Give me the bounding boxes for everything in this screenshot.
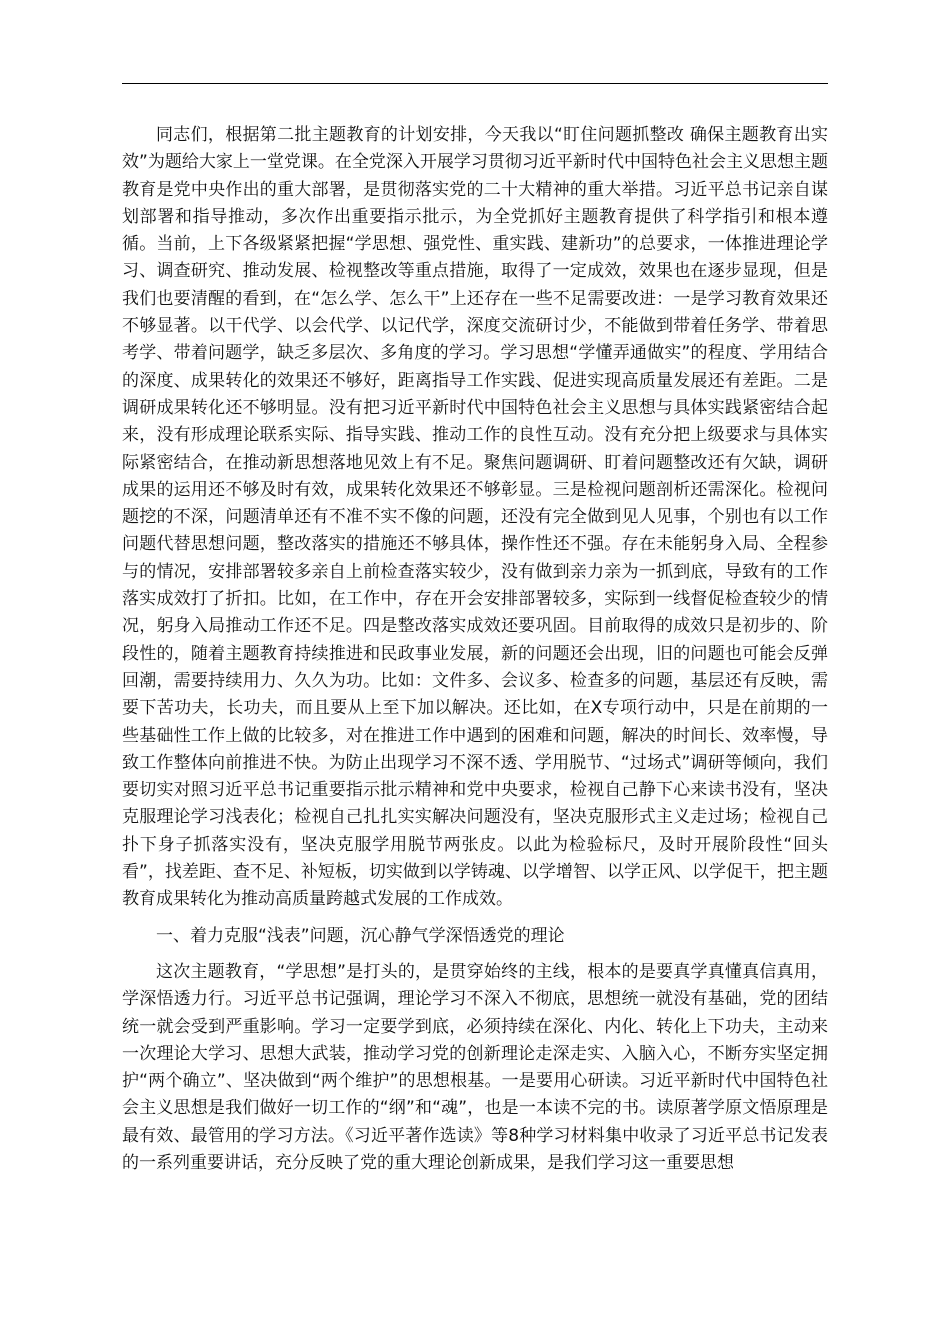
- section-paragraph: 这次主题教育，“学思想”是打头的，是贯穿始终的主线，根本的是要真学真懂真信真用，学深悟透力行。习近平总书记强调，理论学习不深入不彻底，思想统一就没有基础，党的团结统一就会受到严重影响。学习一定要学到底，必须持续在深化、内化、转化上下功夫，主动来一次理论大学习、思想大武装，推动学习党的创新理论走深走实、入脑入心，不断夯实坚定拥护“两个确立”、坚决做到“两个维护”的思想根基。一是要用心研读。习近平新时代中国特色社会主义思想是我们做好一切工作的“纲”和“魂”，也是一本读不完的书。读原著学原文悟原理是最有效、最管用的学习方法。《习近平著作选读》等8种学习材料集中收录了习近平总书记发表的一系列重要讲话，充分反映了党的重大理论创新成果，是我们学习这一重要思想: [122, 961, 828, 1173]
- header-rule: [122, 83, 828, 84]
- section-heading: 一、着力克服“浅表”问题，沉心静气学深悟透党的理论: [156, 925, 565, 946]
- intro-paragraph: 同志们，根据第二批主题教育的计划安排，今天我以“盯住问题抓整改 确保主题教育出实效”为题给大家上一堂党课。在全党深入开展学习贯彻习近平新时代中国特色社会主义思想主题教育是党中央作出的重大部署，是贯彻落实党的二十大精神的重大举措。习近平总书记亲自谋划部署和指导推动，多次作出重要指示批示，为全党抓好主题教育提供了科学指引和根本遵循。当前，上下各级紧紧把握“学思想、强党性、重实践、建新功”的总要求，一体推进理论学习、调查研究、推动发展、检视整改等重点措施，取得了一定成效，效果也在逐步显现，但是我们也要清醒的看到，在“怎么学、怎么干”上还存在一些不足需要改进：一是学习教育效果还不够显著。以干代学、以会代学、以记代学，深度交流研讨少，不能做到带着任务学、带着思考学、带着问题学，缺乏多层次、多角度的学习。学习思想“学懂弄通做实”的程度、学用结合的深度、成果转化的效果还不够好，距离指导工作实践、促进实现高质量发展还有差距。二是调研成果转化还不够明显。没有把习近平新时代中国特色社会主义思想与具体实践紧密结合起来，没有形成理论联系实际、指导实践、推动工作的良性互动。没有充分把上级要求与具体实际紧密结合，在推动新思想落地见效上有不足。聚焦问题调研、盯着问题整改还有欠缺，调研成果的运用还不够及时有效，成果转化效果还不够彰显。三是检视问题剖析还需深化。检视问题挖的不深，问题清单还有不准不实不像的问题，还没有完全做到见人见事，个别也有以工作问题代替思想问题，整改落实的措施还不够具体，操作性还不强。存在未能躬身入局、全程参与的情况，安排部署较多亲自上前检查落实较少，没有做到亲力亲为一抓到底，导致有的工作落实成效打了折扣。比如，在工作中，存在开会安排部署较多，实际到一线督促检查较少的情况，躬身入局推动工作还不足。四是整改落实成效还要巩固。目前取得的成效只是初步的、阶段性的，随着主题教育持续推进和民政事业发展，新的问题还会出现，旧的问题也可能会反弹回潮，需要持续用力、久久为功。比如：文件多、会议多、检查多的问题，基层还有反映，需要下苦功夫，长功夫，而且要从上至下加以解决。还比如，在X专项行动中，只是在前期的一些基础性工作上做的比较多，对在推进工作中遇到的困难和问题，解决的时间长、效率慢，导致工作整体向前推进不快。为防止出现学习不深不透、学用脱节、“过场式”调研等倾向，我们要切实对照习近平总书记重要指示批示精神和党中央要求，检视自己静下心来读书没有，坚决克服理论学习浅表化；检视自己扎扎实实解决问题没有，坚决克服形式主义走过场；检视自己扑下身子抓落实没有，坚决克服学用脱节两张皮。以此为检验标尺，及时开展阶段性“回头看”，找差距、查不足、补短板，切实做到以学铸魂、以学增智、以学正风、以学促干，把主题教育成果转化为推动高质量跨越式发展的工作成效。: [122, 125, 828, 910]
- document-body: [122, 122, 828, 1177]
